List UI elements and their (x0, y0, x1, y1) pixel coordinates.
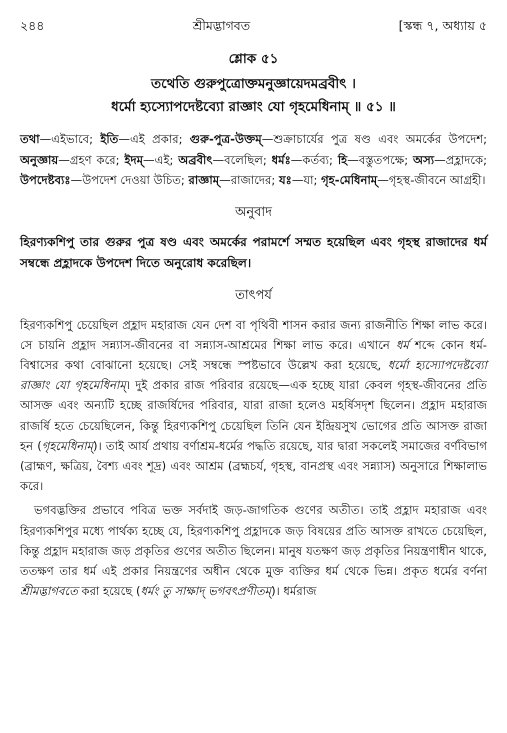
translation-heading: অনুবাদ (235, 204, 272, 220)
word-meanings: তথা—এইভাবে; ইতি—এই প্রকার; গুরু-পুত্র-উক্তম্—শুক্রাচার্যের পুত্র ষণ্ড এবং অমর্কের উপদেশ; অনুজ্ঞায়—গ্রহণ করে; ইদম্—এই; অব্রবীৎ—বলেছিল; ধর্মঃ—কর্তব্য; হি—বস্তুতপক্ষে; অস্য—প্রহ্লাদকে; উপদেষ্টব্যঃ—উপদেশ দেওয়া উচিত; রাজ্ঞাম্—রাজাদের; যঃ—যা; গৃহ-মেধিনাম্—গৃহস্থ-জীবনে আগ্রহী। (20, 132, 488, 187)
synonym-meaning: যা (303, 173, 314, 187)
italic-term: ধর্ম (395, 337, 409, 352)
synonym-word: গৃহ-মেধিনাম্ (321, 173, 378, 187)
synonym-meaning: বলেছিল (224, 152, 263, 167)
synonym-word: তথা (20, 132, 40, 146)
synonym-word: উপদেষ্টব্যঃ (20, 173, 71, 187)
synonym-meaning: উপদেশ দেওয়া উচিত (82, 173, 181, 187)
synonym-meaning: প্রহ্লাদকে (445, 152, 484, 167)
book-title: শ্রীমদ্ভাগবত (192, 18, 251, 33)
synonym-meaning: রাজাদের (230, 173, 272, 187)
quoted-verse: ধর্মং তু সাক্ষাদ্ ভগবৎপ্রণীতম্ (140, 584, 272, 599)
italic-term: শ্রীমদ্ভাগবতে (20, 584, 78, 599)
synonym-word: হি (337, 152, 348, 167)
purport-text (20, 315, 487, 602)
verse-line-2: ধর্মো হ্যস্যোপদেষ্টব্যো রাজ্ঞাং যো গৃহমেধিনাম্ ॥ ৫১ ॥ (111, 99, 396, 115)
verse-text (20, 73, 487, 119)
chapter-reference: [স্কন্ধ ৭, অধ্যায় ৫ (398, 18, 487, 33)
synonym-word: অস্য (413, 152, 435, 167)
synonym-word: গুরু-পুত্র-উক্তম্ (189, 132, 262, 146)
synonym-word: ইদম্ (124, 152, 144, 167)
synonym-meaning: এই প্রকার (129, 132, 179, 146)
synonym-word: অনুজ্ঞায় (20, 152, 59, 167)
page-number: ২৪৪ (20, 18, 45, 33)
synonym-meaning: শুক্রাচার্যের পুত্র ষণ্ড এবং অমর্কের উপদেশ (273, 132, 484, 146)
quoted-verse: ধর্মো হ্যস্যোপদেষ্টব্যো রাজ্ঞাং যো গৃহমেধিনাম্ (20, 357, 487, 393)
purport-paragraph: ভগবদ্ভক্তির প্রভাবে পবিত্র ভক্ত সর্বদাই জড়-জাগতিক গুণের অতীত। তাই প্রহ্লাদ মহারাজ এবং হিরণ্যকশিপুর মধ্যে পার্থক্য হচ্ছে যে, হিরণ্যকশিপু প্রহ্লাদকে জড় বিষয়ের প্রতি আসক্ত রাখতে চেয়েছিল, কিন্তু প্রহ্লাদ মহারাজ জড় প্রকৃতির গুণের অতীত ছিলেন। মানুষ যতক্ষণ জড় প্রকৃতির নিয়ন্ত্রণাধীন থাকে, ততক্ষণ তার ধর্ম এই প্রকার নিয়ন্ত্রণের অধীন থেকে মুক্ত ব্যক্তির ধর্ম থেকে ভিন্ন। প্রকৃত ধর্মের বর্ণনা শ্রীমদ্ভাগবতে করা হয়েছে (ধর্মং তু সাক্ষাদ্ ভগবৎপ্রণীতম্)। ধর্মরাজ (20, 503, 487, 599)
page-header (20, 18, 487, 40)
synonym-meaning: এই (154, 152, 170, 167)
synonym-meaning: বস্তুতপক্ষে (358, 152, 405, 167)
synonym-word: যঃ (278, 173, 292, 187)
italic-term: গৃহমেধিনাম্ (41, 438, 94, 453)
purport-paragraph: হিরণ্যকশিপু চেয়েছিল প্রহ্লাদ মহারাজ যেন দেশ বা পৃথিবী শাসন করার জন্য রাজনীতি শিক্ষা লাভ করে। সে চায়নি প্রহ্লাদ সন্ন্যাস-জীবনের বা সন্ন্যাস-আশ্রমের শিক্ষা লাভ করে। এখানে ধর্ম শব্দে কোন ধর্ম-বিশ্বাসের কথা বোঝানো হয়েছে। সেই সম্বন্ধে স্পষ্টভাবে উল্লেখ করা হয়েছে, ধর্মো হ্যস্যোপদেষ্টব্যো রাজ্ঞাং যো গৃহমেধিনাম্। দুই প্রকার রাজ পরিবার রয়েছে—এক হচ্ছে যারা কেবল গৃহস্থ-জীবনের প্রতি আসক্ত এবং অন্যটি হচ্ছে রাজর্ষিদের পরিবার, যারা রাজা হলেও মহর্ষিসদৃশ ছিলেন। প্রহ্লাদ মহারাজ রাজর্ষি হতে চেয়েছিলেন, কিন্তু হিরণ্যকশিপু চেয়েছিল তিনি যেন ইন্দ্রিয়সুখ ভোগের প্রতি আসক্ত রাজা হন (গৃহমেধিনাম্)। তাই আর্য প্রথায় বর্ণাশ্রম-ধর্মের পদ্ধতি রয়েছে, যার দ্বারা সকলেই সমাজের বর্ণবিভাগ (ব্রাহ্মণ, ক্ষত্রিয়, বৈশ্য এবং শূদ্র) এবং আশ্রম (ব্রহ্মচর্য, গৃহস্থ, বানপ্রস্থ এবং সন্ন্যাস) অনুসারে শিক্ষালাভ করে। (20, 317, 488, 494)
verse-number: শ্লোক ৫১ (228, 51, 279, 67)
synonym-meaning: এইভাবে (51, 132, 90, 146)
synonym-word: রাজ্ঞাম্ (188, 173, 220, 187)
synonym-meaning: কর্তব্য (302, 152, 330, 167)
synonym-meaning: গ্রহণ করে (69, 152, 116, 167)
verse-line-1: তথেতি গুরুপুত্রোক্তমনুজ্ঞায়েদমব্রবীৎ । (151, 76, 356, 92)
synonym-word: ইতি (100, 132, 119, 146)
synonym-word: ধর্মঃ (271, 152, 291, 167)
synonym-word: অব্রবীৎ (178, 152, 213, 167)
purport-heading: তাৎপর্য (235, 287, 272, 303)
synonym-meaning: গৃহস্থ-জীবনে আগ্রহী (388, 173, 482, 187)
translation-text: হিরণ্যকশিপু তার গুরুর পুত্র ষণ্ড এবং অমর্কের পরামর্শে সম্মত হয়েছিল এবং গৃহস্থ রাজাদের ধর্ম সম্বন্ধে প্রহ্লাদকে উপদেশ দিতে অনুরোধ করেছিল। (20, 234, 487, 270)
